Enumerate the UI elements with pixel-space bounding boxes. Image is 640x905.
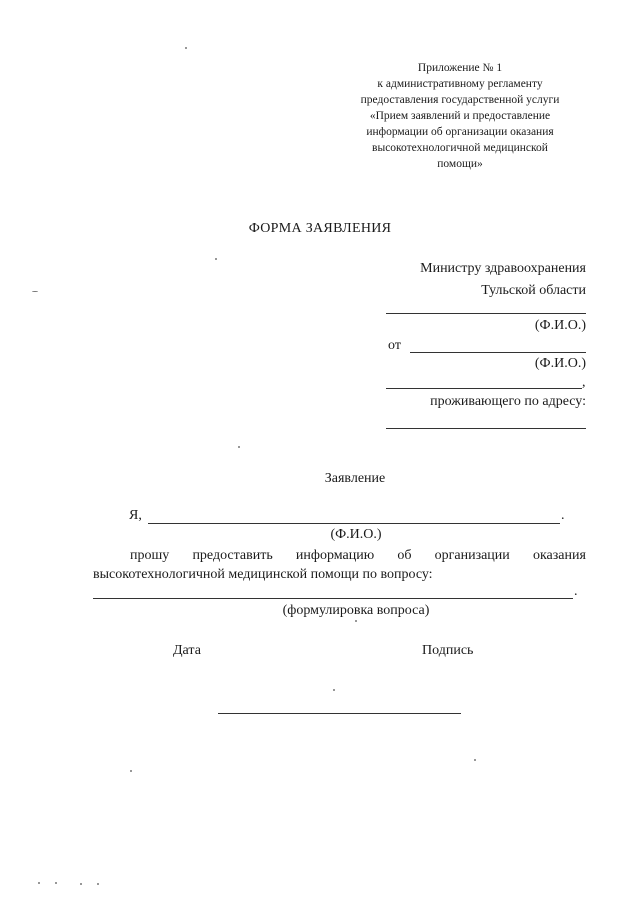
scan-speck xyxy=(355,620,357,622)
request-word-3: информацию xyxy=(295,548,375,563)
scan-speck xyxy=(474,759,476,761)
addressee-fio-label: (Ф.И.О.) xyxy=(534,318,586,333)
statement-period: . xyxy=(561,508,565,523)
scan-speck xyxy=(130,770,132,772)
signature-line[interactable] xyxy=(218,713,461,714)
appendix-line-2: к административному регламенту xyxy=(377,78,543,90)
question-period: . xyxy=(574,584,578,599)
statement-fio-label: (Ф.И.О.) xyxy=(330,527,382,542)
applicant-comma: , xyxy=(582,375,586,390)
request-line-2: высокотехнологичной медицинской помощи по вопросу: xyxy=(93,567,433,582)
applicant-fio-label: (Ф.И.О.) xyxy=(534,356,586,371)
addressee-fio-line[interactable] xyxy=(386,313,586,314)
appendix-line-3: предоставления государственной услуги xyxy=(360,94,560,106)
appendix-line-6: высокотехнологичной медицинской xyxy=(372,142,548,154)
appendix-line-4: «Прием заявлений и предоставление xyxy=(369,110,551,122)
statement-fio-line[interactable] xyxy=(148,523,560,524)
request-word-6: оказания xyxy=(532,548,586,563)
applicant-fio-line[interactable] xyxy=(410,352,586,353)
statement-title: Заявление xyxy=(324,471,386,486)
scan-speck xyxy=(80,883,82,885)
scan-speck xyxy=(32,291,38,292)
appendix-header xyxy=(340,60,580,172)
question-label: (формулировка вопроса) xyxy=(282,603,430,618)
request-word-5: организации xyxy=(434,548,510,563)
scan-speck xyxy=(38,882,40,884)
appendix-line-5: информации об организации оказания xyxy=(366,126,554,138)
request-word-2: предоставить xyxy=(192,548,273,563)
applicant-extra-line[interactable] xyxy=(386,388,582,389)
addressee-line-2: Тульской области xyxy=(481,283,586,298)
scan-speck xyxy=(238,446,240,448)
from-label: от xyxy=(388,338,401,353)
addressee-block xyxy=(380,258,586,302)
address-line[interactable] xyxy=(386,428,586,429)
appendix-line-1: Приложение № 1 xyxy=(417,62,503,74)
scan-speck xyxy=(185,47,187,49)
ya-label: Я, xyxy=(129,508,142,523)
question-line[interactable] xyxy=(93,598,573,599)
scan-speck xyxy=(215,258,217,260)
request-line-1 xyxy=(130,548,586,564)
appendix-line-7: помощи» xyxy=(437,158,483,170)
addressee-line-1: Министру здравоохранения xyxy=(420,261,586,276)
date-label: Дата xyxy=(173,643,201,658)
form-title: ФОРМА ЗАЯВЛЕНИЯ xyxy=(248,221,392,236)
request-word-1: прошу xyxy=(130,548,170,563)
signature-label: Подпись xyxy=(422,643,474,658)
request-word-4: об xyxy=(397,548,412,563)
residing-label: проживающего по адресу: xyxy=(430,394,586,409)
scan-speck xyxy=(97,883,99,885)
scan-speck xyxy=(333,689,335,691)
scan-speck xyxy=(55,882,57,884)
